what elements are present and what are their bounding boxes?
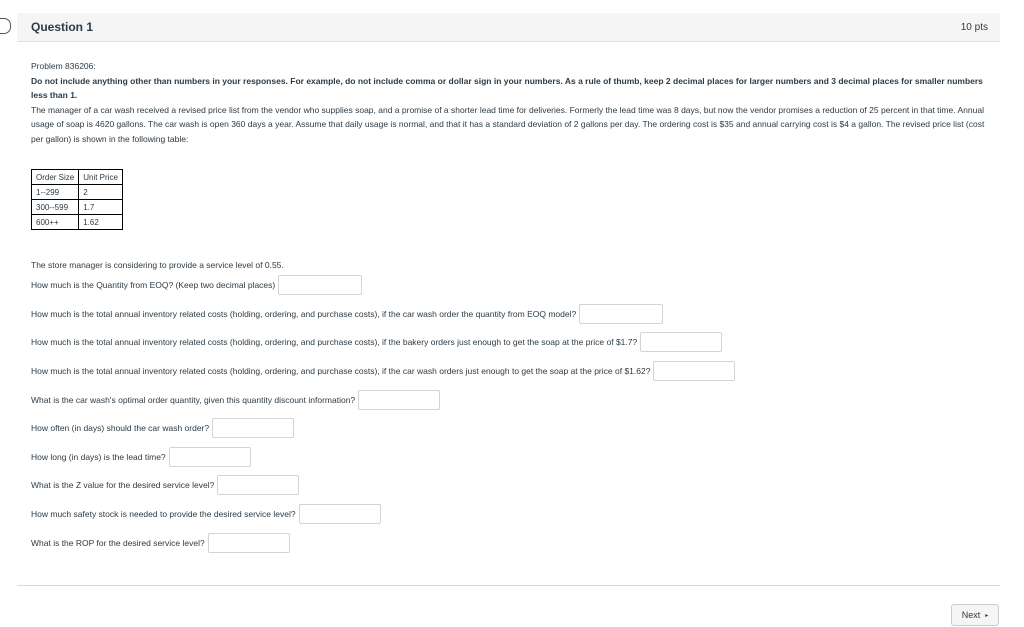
table-row bbox=[32, 200, 123, 215]
question-text: How long (in days) is the lead time? bbox=[31, 452, 166, 462]
answer-input-z-value[interactable] bbox=[217, 475, 299, 495]
table-row bbox=[32, 185, 123, 200]
question-text: What is the Z value for the desired service level? bbox=[31, 480, 215, 490]
problem-id: Problem 836206: bbox=[31, 61, 96, 71]
answer-input-safety-stock[interactable] bbox=[299, 504, 381, 524]
question-row-eoq bbox=[31, 275, 362, 295]
table-cell: 300--599 bbox=[32, 200, 79, 215]
question-text: How much is the Quantity from EOQ? (Keep two decimal places) bbox=[31, 280, 276, 290]
table-cell: 1--299 bbox=[32, 185, 79, 200]
answer-input-eoq-cost[interactable] bbox=[579, 304, 663, 324]
answer-input-cost-1-62[interactable] bbox=[653, 361, 735, 381]
instruction-text: Do not include anything other than numbers in your responses. For example, do not include comma or dollar sign in your numbers. As a rule of thumb, keep 2 decimal places for larger numbers and 3 decimal places for smaller numbers less than 1. bbox=[31, 75, 983, 100]
question-row-cost-1-7 bbox=[31, 332, 722, 352]
table-cell: 2 bbox=[79, 185, 123, 200]
next-button-label: Next bbox=[961, 610, 981, 620]
price-table bbox=[31, 169, 123, 230]
question-points: 10 pts bbox=[960, 22, 988, 33]
question-row-eoq-cost bbox=[31, 304, 663, 324]
question-text: What is the ROP for the desired service level? bbox=[31, 538, 205, 548]
answer-input-order-interval[interactable] bbox=[212, 418, 294, 438]
question-text: How much is the total annual inventory related costs (holding, ordering, and purchase costs), if the car wash orders just enough to get the soap at the price of $1.62? bbox=[31, 366, 651, 376]
scenario-text: The manager of a car wash received a revised price list from the vendor who supplies soap, and a promise of a shorter lead time for deliveries. Formerly the lead time was 8 days, but now the vendor promises a reduction of 25 percent in that time. Annual usage of soap is 4620 gallons. The car wash is open 360 days a year. Assume that daily usage is normal, and that it has a standard deviation of 2 gallons per day. The ordering cost is $35 and annual carrying cost is $4 a gallon. The revised price list (cost per gallon) is shown in the following table: bbox=[31, 104, 985, 144]
question-row-rop bbox=[31, 533, 290, 553]
next-button[interactable] bbox=[951, 604, 999, 626]
answer-input-cost-1-7[interactable] bbox=[640, 332, 722, 352]
question-row-safety-stock bbox=[31, 504, 381, 524]
question-text: How much is the total annual inventory related costs (holding, ordering, and purchase costs), if the car wash order the quantity from EOQ model? bbox=[31, 309, 577, 319]
service-level-note bbox=[31, 260, 284, 270]
question-row-order-interval bbox=[31, 418, 294, 438]
table-header-cell: Order Size bbox=[32, 170, 79, 185]
question-row-z-value bbox=[31, 475, 299, 495]
table-cell: 1.62 bbox=[79, 215, 123, 230]
question-row-lead-time bbox=[31, 447, 251, 467]
table-cell: 600++ bbox=[32, 215, 79, 230]
caret-right-icon: ▸ bbox=[985, 612, 989, 619]
question-text: How much safety stock is needed to provide the desired service level? bbox=[31, 509, 296, 519]
table-header-row bbox=[32, 170, 123, 185]
answer-input-eoq[interactable] bbox=[278, 275, 362, 295]
table-row bbox=[32, 215, 123, 230]
table-cell: 1.7 bbox=[79, 200, 123, 215]
question-text: What is the car wash's optimal order quantity, given this quantity discount information? bbox=[31, 395, 356, 405]
flag-question-icon[interactable] bbox=[0, 18, 11, 34]
question-row-cost-1-62 bbox=[31, 361, 735, 381]
table-header-cell: Unit Price bbox=[79, 170, 123, 185]
question-text: How much is the total annual inventory related costs (holding, ordering, and purchase costs), if the bakery orders just enough to get the soap at the price of $1.7? bbox=[31, 337, 638, 347]
question-header bbox=[17, 13, 1000, 42]
question-text: How often (in days) should the car wash order? bbox=[31, 423, 210, 433]
question-title: Question 1 bbox=[31, 20, 94, 34]
answer-input-optimal-qty[interactable] bbox=[358, 390, 440, 410]
question-row-optimal-qty bbox=[31, 390, 440, 410]
divider bbox=[17, 585, 1000, 586]
service-level-text: The store manager is considering to provide a service level of 0.55. bbox=[31, 260, 284, 270]
question-body bbox=[31, 59, 991, 146]
answer-input-rop[interactable] bbox=[208, 533, 290, 553]
answer-input-lead-time[interactable] bbox=[169, 447, 251, 467]
